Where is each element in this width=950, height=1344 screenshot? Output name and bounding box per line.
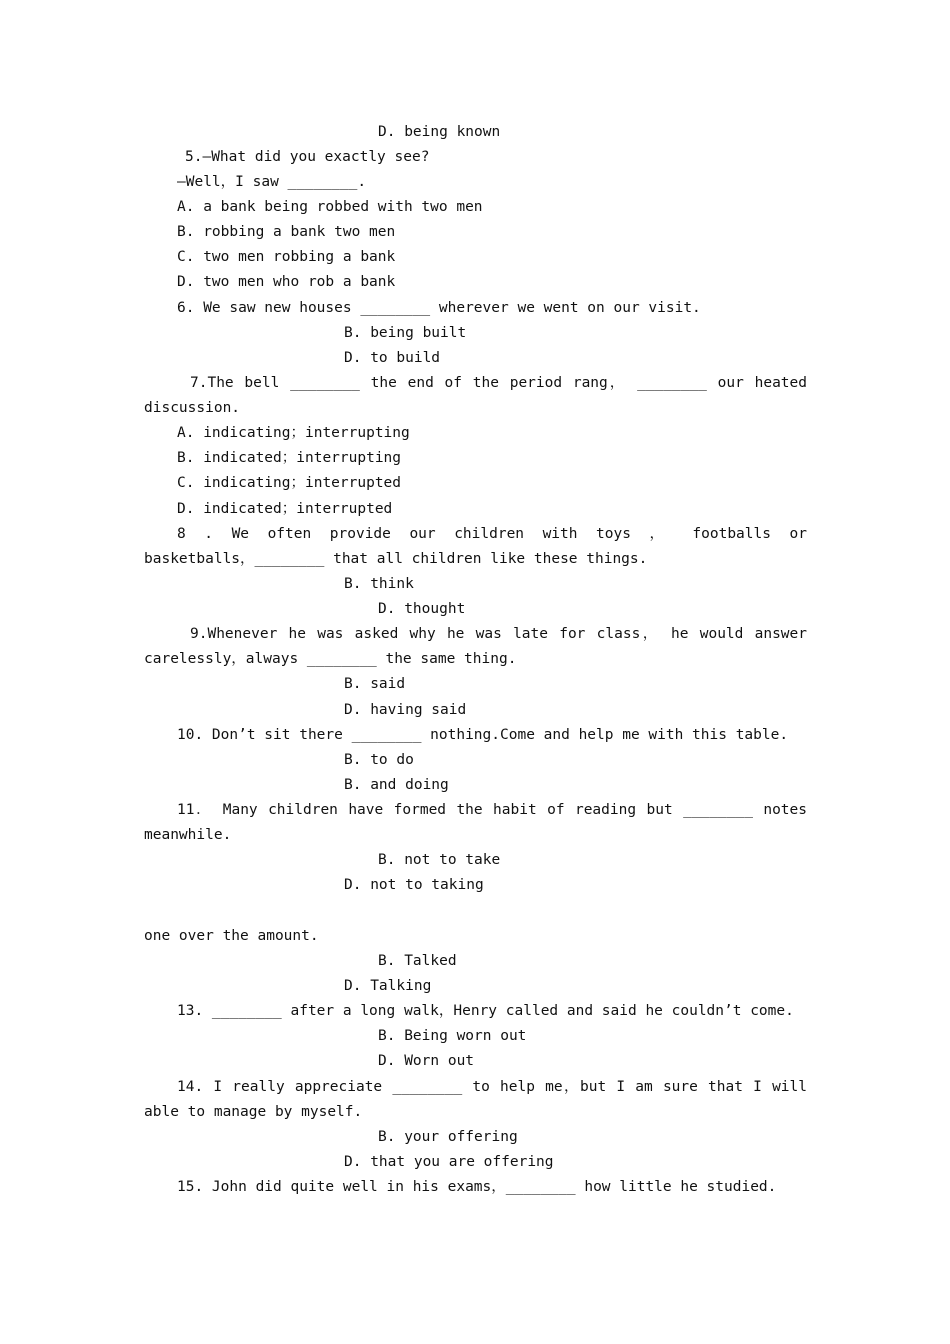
- question-12: [177, 899, 807, 924]
- option-line: [177, 346, 807, 371]
- option-b: B. indicated；interrupting: [177, 450, 402, 466]
- option-b: B. your offering: [378, 1129, 518, 1145]
- option-line: [177, 848, 807, 873]
- option-b: B. not to take: [378, 852, 501, 868]
- option-b: B. Talked: [378, 953, 457, 969]
- option-b: B. to do: [344, 752, 414, 768]
- option-d: D. indicated；interrupted: [177, 501, 393, 517]
- option-d: D. being known: [378, 124, 501, 140]
- option-d: D. to build: [344, 350, 441, 366]
- option-line: [177, 698, 807, 723]
- question-7-continued: discussion.: [144, 400, 241, 416]
- question-7: 7.The bell ________ the end of the period rang， ________ our heated: [190, 375, 807, 391]
- option-b: B. robbing a bank two men: [177, 224, 396, 240]
- question-5: 5.—What did you exactly see?: [185, 149, 430, 165]
- option-b: B. said: [344, 676, 406, 692]
- option-c: C. two men robbing a bank: [177, 249, 396, 265]
- option-line: [177, 1125, 807, 1150]
- option-line: [177, 949, 807, 974]
- question-12-continued: one over the amount.: [144, 928, 319, 944]
- question-11-continued: meanwhile.: [144, 827, 232, 843]
- option-b: B. Being worn out: [378, 1028, 527, 1044]
- option-line: [177, 748, 807, 773]
- option-d: B. and doing: [344, 777, 449, 793]
- option-line: [177, 1150, 807, 1175]
- option-line: [177, 873, 807, 898]
- option-a: A. indicating；interrupting: [177, 425, 410, 441]
- option-a: A. a bank being robbed with two men: [177, 199, 483, 215]
- option-line: [177, 1024, 807, 1049]
- option-b: B. being built: [344, 325, 467, 341]
- option-line: [177, 672, 807, 697]
- question-9: 9.Whenever he was asked why he was late for class， he would answer: [190, 626, 807, 642]
- option-b: B. think: [344, 576, 414, 592]
- option-d: D. Talking: [344, 978, 432, 994]
- option-line: [177, 773, 807, 798]
- option-d: D. thought: [378, 601, 466, 617]
- option-d: D. Worn out: [378, 1053, 475, 1069]
- question-13: 13. ________ after a long walk，Henry called and said he couldn’t come.: [177, 1003, 794, 1019]
- option-d: D. not to taking: [344, 877, 484, 893]
- question-8: 8 . We often provide our children with toys ， footballs or: [177, 526, 807, 542]
- question-14-continued: able to manage by myself.: [144, 1104, 363, 1120]
- option-line: [177, 572, 807, 597]
- question-10: 10. Don’t sit there ________ nothing.Come and help me with this table.: [177, 727, 789, 743]
- question-15: 15. John did quite well in his exams，________ how little he studied.: [177, 1179, 777, 1195]
- question-11: 11． Many children have formed the habit of reading but ________ notes: [177, 802, 807, 818]
- question-9-continued: carelessly，always ________ the same thing.: [144, 651, 517, 667]
- question-6: 6. We saw new houses ________ wherever we went on our visit.: [177, 300, 701, 316]
- option-line: [177, 1049, 807, 1074]
- option-line: [177, 120, 807, 145]
- option-line: [177, 597, 807, 622]
- question-14: 14. I really appreciate ________ to help me，but I am sure that I will: [177, 1079, 807, 1095]
- option-c: C. indicating；interrupted: [177, 475, 402, 491]
- option-d: D. having said: [344, 702, 467, 718]
- option-d: D. that you are offering: [344, 1154, 554, 1170]
- option-line: [177, 974, 807, 999]
- option-line: [177, 321, 807, 346]
- question-8-continued: basketballs，________ that all children like these things.: [144, 551, 648, 567]
- question-5-response: —Well，I saw ________.: [177, 174, 367, 190]
- option-d: D. two men who rob a bank: [177, 274, 396, 290]
